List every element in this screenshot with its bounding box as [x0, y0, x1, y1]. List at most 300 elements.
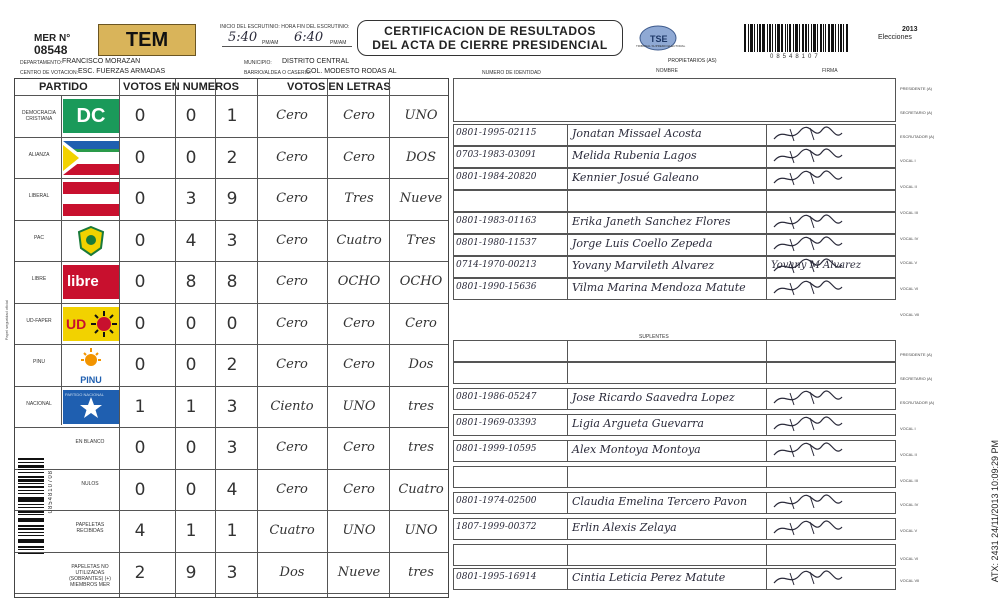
- member-signature: [770, 389, 890, 409]
- barcode-bar: [18, 525, 44, 527]
- vote-digit: 0: [134, 355, 146, 375]
- elecciones-logo: [878, 34, 912, 41]
- signature-scribble-icon: [770, 169, 890, 189]
- member-id: 0703-1983-03091: [456, 150, 537, 160]
- header-divider: [15, 95, 448, 96]
- suplentes-label: SUPLENTES: [639, 334, 669, 340]
- role-label: VOCAL VII: [900, 578, 920, 583]
- party-name: LIBERAL: [28, 193, 50, 199]
- barcode-bar: [18, 507, 44, 508]
- vote-digit: 3: [226, 562, 238, 583]
- pinu-sun-icon: [63, 348, 119, 370]
- member-signature: [770, 147, 890, 167]
- top-barcode-number: 08548107: [770, 54, 821, 60]
- pac-shield-icon: [63, 224, 119, 258]
- vote-word: Cero: [343, 149, 375, 165]
- party-name: DEMOCRACIA CRISTIANA: [22, 110, 56, 122]
- barcode-bar: [772, 24, 773, 52]
- vote-word: Ciento: [270, 398, 314, 414]
- end-ampm: PM/AM: [330, 40, 347, 46]
- vote-digit: 0: [134, 438, 146, 458]
- vote-digit: 3: [226, 396, 238, 417]
- row-separator: [567, 569, 568, 589]
- signature-scribble-icon: [770, 279, 890, 299]
- member-signature: [770, 279, 890, 299]
- vote-digit: 0: [185, 147, 197, 168]
- vote-word: UNO: [404, 108, 438, 123]
- libre-logo-text: libre: [67, 273, 99, 290]
- vote-digit: 0: [134, 230, 146, 251]
- vote-word: tres: [408, 440, 434, 455]
- member-name: Erika Janeth Sanchez Flores: [572, 215, 731, 228]
- time-labels: INICIO DEL ESCRUTINIO: HORA FIN DEL ESCRUTINIO:: [220, 24, 350, 30]
- nacional-logo: [63, 390, 119, 424]
- member-name: Yovany Marvileth Alvarez: [572, 259, 715, 272]
- signature-scribble-icon: [770, 415, 890, 435]
- row-separator: [567, 169, 568, 189]
- role-label: VOCAL I: [900, 426, 916, 431]
- svg-text:TSE: TSE: [650, 34, 668, 44]
- row-separator: [567, 257, 568, 277]
- role-label: ESCRUTADOR (A): [900, 400, 935, 405]
- vote-word: Cero: [276, 357, 308, 372]
- col-firma-label: FIRMA: [822, 68, 838, 74]
- vote-word: Cuatro: [398, 481, 444, 497]
- role-label: VOCAL V: [900, 260, 918, 265]
- signature-scribble-icon: [770, 519, 890, 539]
- row-separator: [766, 235, 767, 255]
- row-separator: [766, 519, 767, 539]
- vote-digit: 2: [134, 562, 146, 583]
- barcode-bar: [18, 483, 44, 484]
- vote-word: UNO: [404, 523, 438, 538]
- tem-badge: [98, 24, 196, 56]
- vote-digit: 4: [134, 521, 146, 541]
- vote-digit: 0: [134, 272, 146, 292]
- propietarios-label: PROPIETARIOS (AS): [668, 58, 717, 64]
- row-separator: [766, 389, 767, 409]
- tem-badge-text: TEM: [125, 29, 169, 51]
- municipio-value: DISTRITO CENTRAL: [282, 58, 350, 65]
- row-divider: [15, 344, 448, 345]
- vote-word: OCHO: [399, 274, 443, 289]
- vote-word: OCHO: [337, 274, 381, 289]
- col-partido-header: PARTIDO: [39, 81, 88, 93]
- barcode-bar: [18, 490, 44, 491]
- dc-logo: [63, 99, 119, 133]
- member-name: Ligia Argueta Guevarra: [572, 417, 704, 430]
- row-divider: [15, 510, 448, 511]
- left-barcode-number: 0854810708: [48, 470, 54, 514]
- member-id: 0714-1970-00213: [456, 260, 537, 270]
- role-label: PRESIDENTE (A): [900, 352, 933, 357]
- member-id: 0801-1974-02500: [456, 496, 537, 506]
- centro-value: ESC. FUERZAS ARMADAS: [78, 68, 166, 75]
- member-id: 0801-1995-16914: [456, 572, 537, 582]
- member-id: 0801-1969-03393: [456, 418, 537, 428]
- vote-word: DOS: [406, 149, 436, 165]
- barcode-bar: [805, 24, 807, 52]
- signature-scribble-icon: [770, 569, 890, 589]
- column-divider: [175, 79, 176, 597]
- libre-logo: [63, 265, 119, 299]
- row-divider: [15, 386, 448, 387]
- barcode-bar: [18, 476, 44, 478]
- barcode-bar: [843, 24, 844, 52]
- barcode-bar: [795, 24, 798, 52]
- member-row: [453, 440, 896, 462]
- signature-scribble-icon: [770, 125, 890, 145]
- barcode-bar: [18, 514, 44, 515]
- barcode-bar: [18, 472, 44, 473]
- barrio-label: BARRIO/ALDEA O CASERIO:: [244, 70, 312, 76]
- member-id: 0801-1984-20820: [456, 172, 537, 182]
- vote-digit: 2: [226, 355, 238, 375]
- barcode-bar: [817, 24, 818, 52]
- barcode-bar: [840, 24, 842, 52]
- row-divider: [15, 469, 448, 470]
- member-signature: [770, 213, 890, 233]
- member-name: Jorge Luis Coello Zepeda: [572, 237, 713, 250]
- row-separator: [766, 415, 767, 435]
- barcode-bar: [808, 24, 809, 52]
- member-signature: [770, 125, 890, 145]
- party-name: PAPELETAS NO UTILIZADAS (SOBRANTES) (+) MIEMBROS MER: [69, 563, 111, 588]
- vote-digit: 3: [185, 189, 197, 209]
- row-separator: [766, 493, 767, 513]
- member-row: [453, 146, 896, 168]
- vote-digit: 0: [134, 313, 146, 334]
- col-identidad-label: NUMERO DE IDENTIDAD: [482, 70, 541, 76]
- vote-word: UNO: [342, 398, 376, 414]
- member-name: Kennier Josué Galeano: [572, 171, 699, 184]
- member-id: 0801-1980-11537: [456, 238, 537, 248]
- vote-digit: 9: [226, 189, 238, 209]
- vote-word: Nueve: [399, 191, 443, 206]
- barcode-bar: [802, 24, 804, 52]
- barcode-bar: [18, 469, 44, 470]
- pinu-logo-text: PINU: [80, 375, 102, 385]
- member-row: [453, 414, 896, 436]
- row-divider: [15, 552, 448, 553]
- row-separator: [766, 213, 767, 233]
- signature-scribble-icon: [770, 389, 890, 409]
- row-separator: [766, 147, 767, 167]
- star-icon: [79, 396, 103, 420]
- column-divider: [389, 79, 390, 597]
- member-row: [453, 234, 896, 256]
- vote-digit: 0: [134, 189, 146, 209]
- member-row: [453, 212, 896, 234]
- row-separator: [766, 169, 767, 189]
- barcode-bar: [823, 24, 824, 52]
- role-label: VOCAL II: [900, 452, 917, 457]
- party-name: NULOS: [81, 480, 99, 487]
- member-name: Erlin Alexis Zelaya: [572, 521, 677, 534]
- ud-faper-logo: [63, 307, 119, 341]
- vote-digit: 0: [185, 106, 197, 126]
- barcode-bar: [18, 458, 44, 460]
- party-name: LIBRE: [31, 276, 47, 282]
- vote-word: Cero: [276, 232, 308, 248]
- vote-digit: 0: [134, 106, 146, 126]
- vote-digit: 1: [185, 521, 197, 541]
- row-separator: [567, 545, 568, 565]
- member-id: 0801-1995-02115: [456, 128, 537, 138]
- row-separator: [766, 341, 767, 361]
- barcode-bar: [777, 24, 780, 52]
- column-divider: [61, 95, 62, 425]
- member-name: Alex Montoya Montoya: [572, 443, 701, 456]
- row-separator: [567, 493, 568, 513]
- barcode-bar: [18, 553, 44, 554]
- party-name: UD-FAPER: [26, 317, 52, 324]
- members-table: [453, 78, 896, 598]
- role-label: VOCAL III: [900, 478, 918, 483]
- mer-label: MER N°: [34, 33, 71, 44]
- row-separator: [766, 441, 767, 461]
- row-separator: [567, 213, 568, 233]
- vote-word: Dos: [279, 564, 305, 580]
- member-row: [453, 518, 896, 540]
- vote-digit: 9: [185, 562, 197, 583]
- barcode-bar: [825, 24, 826, 52]
- barcode-bar: [757, 24, 758, 52]
- barcode-bar: [846, 24, 848, 52]
- member-row: [453, 466, 896, 488]
- member-signature: [770, 569, 890, 589]
- role-label: SECRETARIO (A): [900, 376, 933, 381]
- barcode-bar: [748, 24, 749, 52]
- centro-label: CENTRO DE VOTACION:: [20, 70, 78, 76]
- row-separator: [766, 363, 767, 383]
- member-signature: [770, 519, 890, 539]
- party-name: ALIANZA: [28, 151, 50, 158]
- row-divider: [15, 220, 448, 221]
- left-margin-text: Papel seguridad oficial: [4, 300, 9, 341]
- row-separator: [766, 257, 767, 277]
- vote-word: Cuatro: [269, 523, 315, 538]
- barcode-bar: [18, 500, 44, 502]
- row-separator: [567, 147, 568, 167]
- member-row: [453, 362, 896, 384]
- role-label: PRESIDENTE (A): [900, 86, 933, 91]
- column-divider: [215, 79, 216, 597]
- liberal-flag-icon: [63, 182, 119, 216]
- row-separator: [567, 415, 568, 435]
- vote-digit: 8: [185, 272, 197, 292]
- member-name: Claudia Emelina Tercero Pavon: [572, 495, 748, 508]
- barcode-bar: [762, 24, 765, 52]
- member-signature: [770, 441, 890, 461]
- party-name: EN BLANCO: [75, 439, 105, 445]
- vote-digit: 1: [134, 396, 146, 417]
- role-label: VOCAL III: [900, 210, 918, 215]
- vote-word: Cero: [276, 191, 308, 206]
- member-id: 0801-1990-15636: [456, 282, 537, 292]
- municipio-label: MUNICIPIO:: [244, 60, 272, 66]
- vote-word: Cuatro: [336, 232, 382, 248]
- time-underline: [222, 46, 352, 47]
- role-label: VOCAL V: [900, 528, 918, 533]
- row-separator: [567, 363, 568, 383]
- member-signature: [770, 415, 890, 435]
- member-row: [453, 340, 896, 362]
- role-label: VOCAL I: [900, 158, 916, 163]
- title-line-2: DEL ACTA DE CIERRE PRESIDENCIAL: [372, 38, 608, 52]
- vote-digit: 0: [185, 479, 197, 500]
- barcode-bar: [18, 462, 44, 463]
- row-divider: [15, 261, 448, 262]
- vote-word: Cero: [276, 481, 308, 497]
- row-separator: [766, 279, 767, 299]
- role-label: ESCRUTADOR (A): [900, 134, 935, 139]
- vote-digit: 8: [226, 272, 238, 292]
- vote-digit: 0: [226, 313, 238, 334]
- vote-digit: 4: [226, 479, 238, 500]
- column-divider: [327, 79, 328, 597]
- row-divider: [15, 178, 448, 179]
- sun-icon: [91, 311, 117, 337]
- signature-text: Yovany M Alvarez: [771, 260, 862, 271]
- barcode-bar: [18, 521, 44, 522]
- signature-scribble-icon: [770, 147, 890, 167]
- tse-caption: TRIBUNAL SUPREMO ELECTORAL: [636, 44, 686, 48]
- vote-word: Cero: [276, 108, 308, 123]
- barcode-bar: [759, 24, 761, 52]
- vote-word: UNO: [342, 523, 376, 538]
- role-label: VOCAL VII: [900, 312, 920, 317]
- col-nombre-label: NOMBRE: [656, 68, 678, 74]
- vote-word: tres: [408, 398, 434, 414]
- barcode-bar: [811, 24, 812, 52]
- row-separator: [567, 341, 568, 361]
- vote-digit: 1: [185, 396, 197, 417]
- member-id: 0801-1986-05247: [456, 392, 537, 402]
- barcode-bar: [18, 535, 44, 536]
- vote-digit: 0: [134, 147, 146, 168]
- barcode-bar: [18, 511, 44, 513]
- barcode-bar: [799, 24, 800, 52]
- row-divider: [15, 303, 448, 304]
- title-line-1: CERTIFICACION DE RESULTADOS: [384, 24, 596, 38]
- role-label: VOCAL VI: [900, 286, 919, 291]
- member-name: Cintia Leticia Perez Matute: [572, 571, 726, 584]
- member-row: [453, 492, 896, 514]
- signature-scribble-icon: [770, 441, 890, 461]
- dc-logo-text: DC: [76, 105, 106, 127]
- top-barcode: [744, 24, 862, 52]
- barcode-bar: [820, 24, 822, 52]
- pac-logo: [63, 224, 119, 258]
- elecciones-text: Elecciones: [878, 34, 912, 41]
- vote-word: Cero: [276, 274, 308, 289]
- vote-word: Tres: [344, 191, 374, 206]
- row-separator: [766, 569, 767, 589]
- start-time: 5:40: [228, 30, 258, 45]
- row-separator: [567, 467, 568, 487]
- row-separator: [567, 441, 568, 461]
- row-separator: [567, 125, 568, 145]
- row-separator: [567, 235, 568, 255]
- column-divider: [119, 79, 120, 597]
- vote-word: Cero: [343, 481, 375, 497]
- vote-digit: 2: [226, 147, 238, 168]
- role-label: VOCAL VI: [900, 556, 919, 561]
- vote-word: Cero: [276, 440, 308, 455]
- barcode-bar: [831, 24, 834, 52]
- member-row: [453, 568, 896, 590]
- departamento-value: FRANCISCO MORAZAN: [62, 58, 141, 65]
- member-row: [453, 544, 896, 566]
- vote-digit: 0: [185, 355, 197, 375]
- barcode-bar: [767, 24, 768, 52]
- member-row: [453, 190, 896, 212]
- vote-digit: 3: [226, 438, 238, 458]
- member-row: [453, 278, 896, 300]
- mer-number: 08548: [34, 43, 68, 57]
- member-name: Jonatan Missael Acosta: [572, 127, 702, 140]
- barcode-bar: [18, 549, 44, 550]
- side-timestamp-stamp: ATX: 2431 24/11/2013 10:09:29 PM: [990, 440, 1000, 583]
- barcode-bar: [18, 532, 44, 533]
- vote-digit: 0: [185, 438, 197, 458]
- barcode-bar: [744, 24, 746, 52]
- barcode-bar: [18, 504, 44, 505]
- barcode-bar: [754, 24, 755, 52]
- column-divider: [257, 79, 258, 597]
- signature-scribble-icon: [770, 235, 890, 255]
- member-name: Vilma Marina Mendoza Matute: [572, 281, 746, 294]
- barcode-bar: [813, 24, 816, 52]
- vote-digit: 4: [185, 230, 197, 251]
- barcode-bar: [835, 24, 836, 52]
- barcode-bar: [18, 542, 44, 543]
- alianza-flag-icon: [63, 141, 119, 175]
- vote-word: tres: [408, 564, 434, 580]
- barcode-bar: [789, 24, 791, 52]
- party-name: NACIONAL: [26, 400, 52, 407]
- barcode-bar: [793, 24, 794, 52]
- row-divider: [15, 137, 448, 138]
- tse-logo-icon: [636, 24, 684, 54]
- member-signature: [770, 235, 890, 255]
- departamento-label: DEPARTAMENTO:: [20, 60, 63, 66]
- vote-digit: 1: [226, 106, 238, 126]
- end-time: 6:40: [294, 30, 324, 45]
- member-name: Jose Ricardo Saavedra Lopez: [572, 391, 735, 404]
- row-separator: [766, 125, 767, 145]
- member-name: Melida Rubenia Lagos: [572, 149, 697, 162]
- nacional-logo-text: PARTIDO NACIONAL: [65, 391, 104, 397]
- vote-word: Cero: [343, 357, 375, 372]
- ud-logo-text: UD: [66, 315, 87, 332]
- alianza-logo: [63, 141, 119, 175]
- signature-scribble-icon: [770, 493, 890, 513]
- vote-digit: 0: [134, 479, 146, 500]
- member-row: [453, 388, 896, 410]
- barcode-bar: [787, 24, 788, 52]
- barcode-bar: [18, 546, 44, 548]
- member-row: [453, 124, 896, 146]
- vote-word: Tres: [406, 232, 436, 248]
- pinu-logo: [63, 348, 119, 385]
- barcode-bar: [18, 493, 44, 494]
- vote-word: Dos: [408, 357, 434, 372]
- member-row: [453, 168, 896, 190]
- party-name: PINU: [33, 359, 45, 365]
- row-separator: [766, 545, 767, 565]
